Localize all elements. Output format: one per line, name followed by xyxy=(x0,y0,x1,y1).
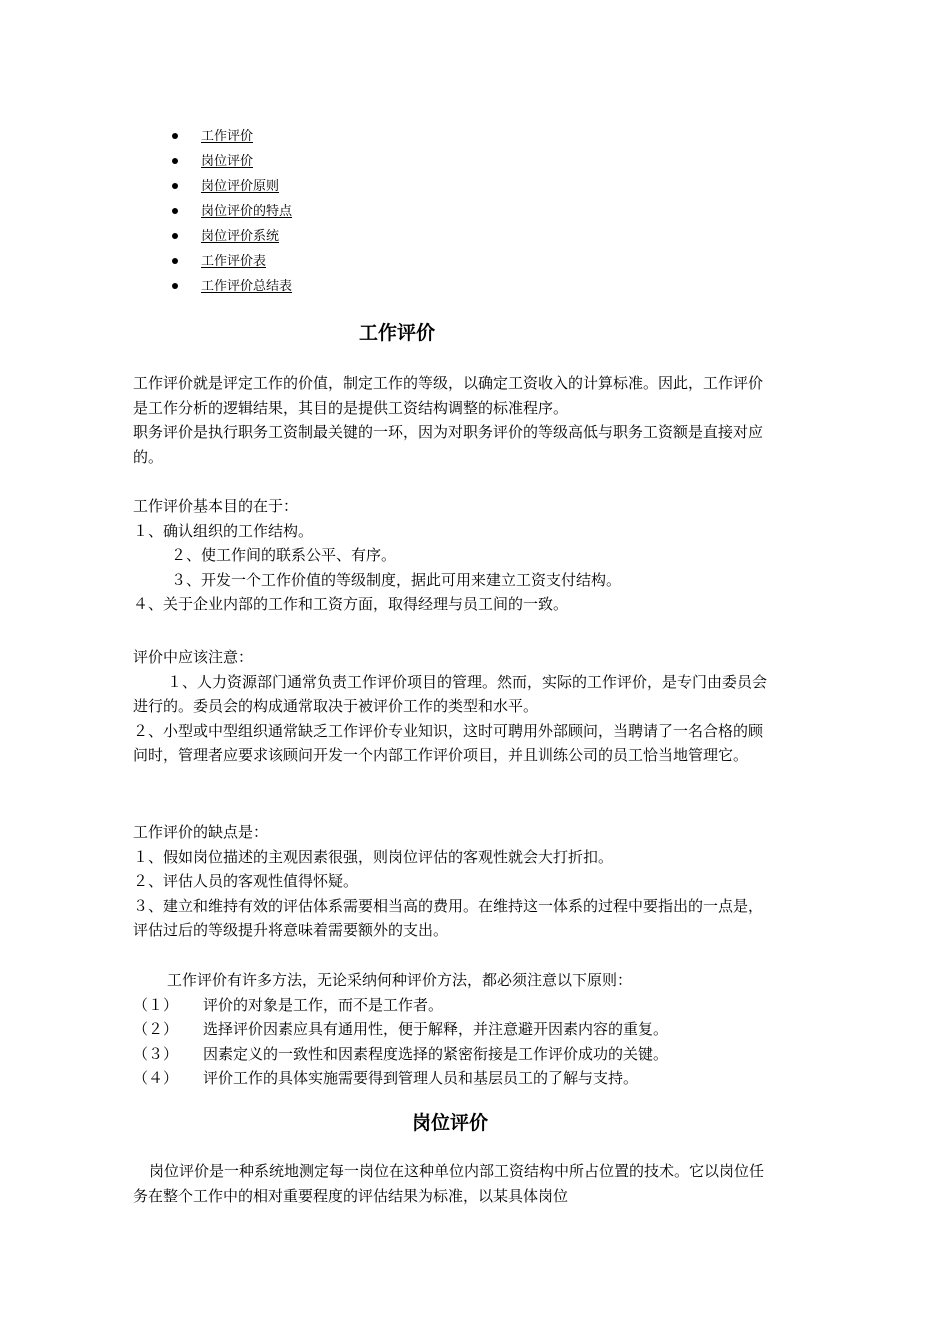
principle-item xyxy=(133,1066,773,1091)
position-intro-block xyxy=(133,1159,773,1208)
paragraph: 岗位评价是一种系统地测定每一岗位在这种单位内部工资结构中所占位置的技术。它以岗位任务在整个工作中的相对重要程度的评估结果为标准，以某具体岗位 xyxy=(133,1162,765,1205)
bullet-icon xyxy=(172,258,178,264)
bullet-icon xyxy=(172,233,178,239)
drawback-item: １、假如岗位描述的主观因素很强，则岗位评估的客观性就会大打折扣。 xyxy=(133,847,614,866)
purpose-item: １、确认组织的工作结构。 xyxy=(133,521,314,540)
paragraph: 工作评价就是评定工作的价值，制定工作的等级，以确定工资收入的计算标准。因此，工作评价是工作分析的逻辑结果，其目的是提供工资结构调整的标准程序。 xyxy=(133,374,764,417)
bullet-icon xyxy=(172,158,178,164)
toc-item[interactable] xyxy=(166,199,292,224)
toc-link[interactable]: 工作评价 xyxy=(201,129,254,144)
bullet-icon xyxy=(172,283,178,289)
principle-number: （４） xyxy=(133,1069,179,1088)
principle-number: （３） xyxy=(133,1044,179,1063)
principles-block xyxy=(133,968,773,1091)
toc-item[interactable] xyxy=(166,124,292,149)
principle-text: 评价的对象是工作，而不是工作者。 xyxy=(203,995,444,1014)
principle-item xyxy=(133,1017,773,1042)
principle-number: （１） xyxy=(133,995,179,1014)
purpose-item: ４、关于企业内部的工作和工资方面，取得经理与员工间的一致。 xyxy=(133,595,569,614)
principle-text: 评价工作的具体实施需要得到管理人员和基层员工的了解与支持。 xyxy=(203,1069,639,1088)
toc-link[interactable]: 工作评价表 xyxy=(201,254,267,269)
toc-link[interactable]: 岗位评价的特点 xyxy=(201,204,293,219)
drawbacks-block xyxy=(133,820,773,943)
toc-link[interactable]: 工作评价总结表 xyxy=(201,279,293,294)
notes-block xyxy=(133,645,773,768)
drawback-item: ３、建立和维持有效的评估体系需要相当高的费用。在维持这一体系的过程中要指出的一点是，评估过后的等级提升将意味着需要额外的支出。 xyxy=(133,896,764,940)
principle-number: （２） xyxy=(133,1020,179,1039)
toc-item[interactable] xyxy=(166,224,292,249)
bullet-icon xyxy=(172,183,178,189)
purpose-item: ３、开发一个工作价值的等级制度，据此可用来建立工资支付结构。 xyxy=(171,570,622,589)
purpose-heading: 工作评价基本目的在于： xyxy=(133,497,299,515)
note-item: １、人力资源部门通常负责工作评价项目的管理。然而，实际的工作评价，是专门由委员会进行的。委员会的构成通常取决于被评价工作的类型和水平。 xyxy=(133,672,768,716)
table-of-contents xyxy=(166,124,292,299)
toc-link[interactable]: 岗位评价系统 xyxy=(201,229,280,244)
toc-link[interactable]: 岗位评价 xyxy=(201,154,254,169)
note-item: ２、小型或中型组织通常缺乏工作评价专业知识，这时可聘用外部顾问，当聘请了一名合格的顾问时，管理者应要求该顾问开发一个内部工作评价项目，并且训练公司的员工恰当地管理它。 xyxy=(133,721,764,765)
purpose-item: ２、使工作间的联系公平、有序。 xyxy=(171,546,397,565)
section-title-job-evaluation: 工作评价 xyxy=(358,322,435,344)
toc-link[interactable]: 岗位评价原则 xyxy=(201,179,280,194)
intro-block xyxy=(133,371,773,469)
drawbacks-heading: 工作评价的缺点是： xyxy=(133,823,269,841)
toc-item[interactable] xyxy=(166,174,292,199)
paragraph: 职务评价是执行职务工资制最关键的一环，因为对职务评价的等级高低与职务工资额是直接对应的。 xyxy=(133,423,764,466)
principle-text: 选择评价因素应具有通用性，便于解释，并注意避开因素内容的重复。 xyxy=(203,1020,669,1039)
section-title-position-evaluation: 岗位评价 xyxy=(411,1112,488,1134)
principles-intro: 工作评价有许多方法，无论采纳何种评价方法，都必须注意以下原则： xyxy=(167,971,633,989)
principle-item xyxy=(133,993,773,1018)
toc-item[interactable] xyxy=(166,149,292,174)
purpose-block xyxy=(133,494,773,617)
toc-item[interactable] xyxy=(166,249,292,274)
bullet-icon xyxy=(172,208,178,214)
notes-heading: 评价中应该注意： xyxy=(133,648,254,666)
bullet-icon xyxy=(172,133,178,139)
principle-text: 因素定义的一致性和因素程度选择的紧密衔接是工作评价成功的关键。 xyxy=(203,1044,669,1063)
principle-item xyxy=(133,1042,773,1067)
toc-item[interactable] xyxy=(166,274,292,299)
drawback-item: ２、评估人员的客观性值得怀疑。 xyxy=(133,872,359,891)
